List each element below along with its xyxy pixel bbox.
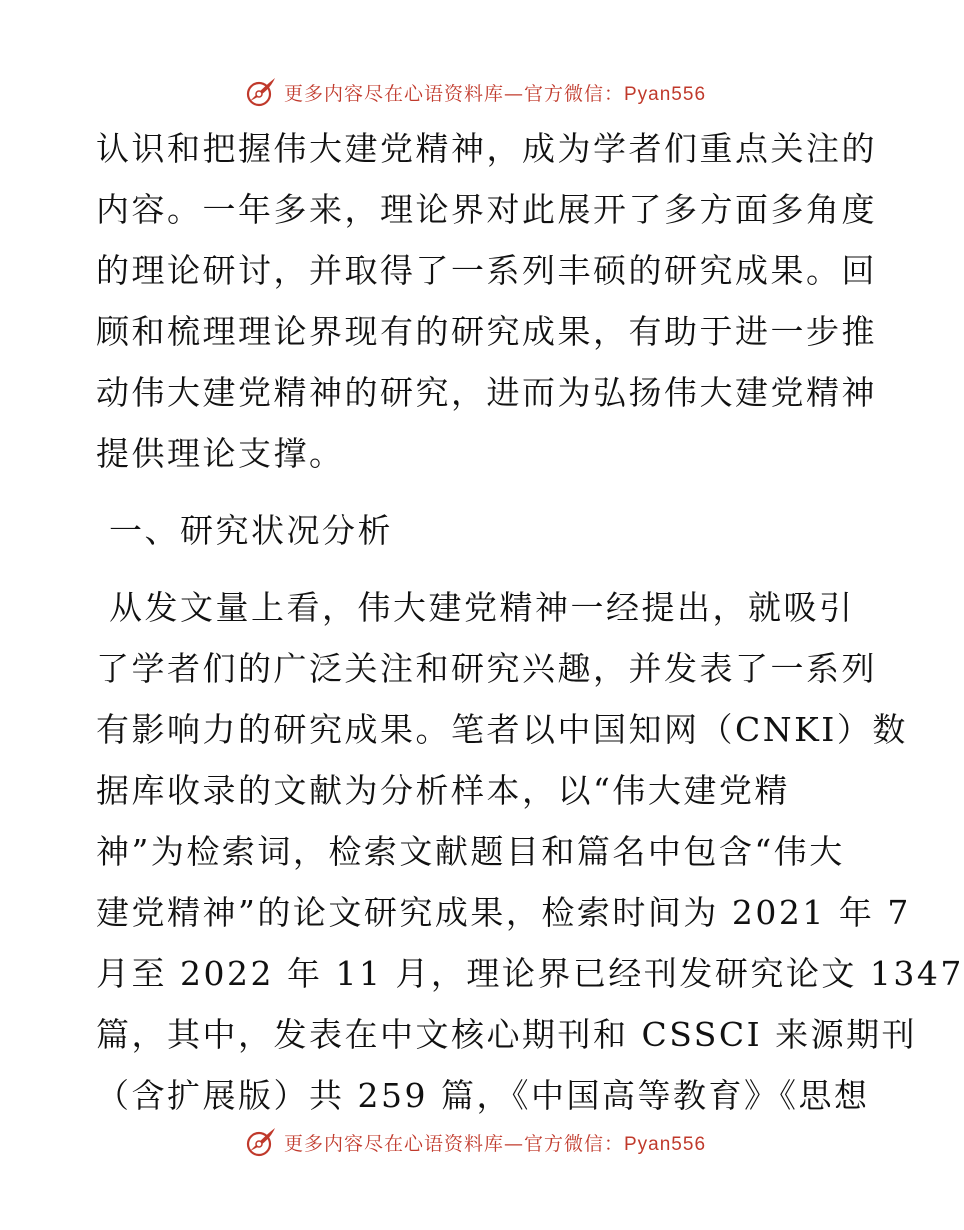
banner-text	[284, 79, 706, 106]
feather-pen-logo-icon	[244, 75, 278, 109]
banner-text	[284, 1129, 706, 1156]
banner-wechat-id: Pyan556	[624, 1133, 707, 1155]
text-line: 神”为检索词，检索文献题目和篇名中包含“伟大	[96, 832, 845, 871]
text-line: 动伟大建党精神的研究，进而为弘扬伟大建党精神	[96, 373, 877, 412]
banner-label: 更多内容尽在心语资料库—官方微信：	[283, 82, 624, 105]
text-line: 建党精神”的论文研究成果，检索时间为 2021 年 7	[96, 893, 911, 932]
text-line: 了学者们的广泛关注和研究兴趣，并发表了一系列	[96, 649, 877, 688]
section-heading: 一、研究状况分析	[96, 511, 393, 550]
text-line: 顾和梳理理论界现有的研究成果，有助于进一步推	[96, 312, 877, 351]
header-banner	[0, 72, 950, 112]
document-body	[96, 118, 964, 1126]
text-line: 据库收录的文献为分析样本，以“伟大建党精	[96, 771, 790, 810]
text-line: 篇，其中，发表在中文核心期刊和 CSSCI 来源期刊	[96, 1015, 918, 1054]
text-line: 的理论研讨，并取得了一系列丰硕的研究成果。回	[96, 251, 877, 290]
paragraph-intro	[96, 118, 877, 484]
text-line: 从发文量上看，伟大建党精神一经提出，就吸引	[96, 588, 855, 627]
footer-banner	[0, 1122, 950, 1162]
text-line: 内容。一年多来，理论界对此展开了多方面多角度	[96, 190, 877, 229]
paragraph-analysis	[96, 577, 964, 1126]
banner-label: 更多内容尽在心语资料库—官方微信：	[283, 1132, 624, 1155]
text-line: （含扩展版）共 259 篇，《中国高等教育》《思想	[96, 1076, 870, 1115]
text-line: 有影响力的研究成果。笔者以中国知网（CNKI）数	[96, 710, 908, 749]
text-line: 认识和把握伟大建党精神，成为学者们重点关注的	[96, 129, 877, 168]
feather-pen-logo-icon	[244, 1125, 278, 1159]
text-line: 月至 2022 年 11 月，理论界已经刊发研究论文 1347	[96, 954, 964, 993]
banner-wechat-id: Pyan556	[624, 83, 707, 105]
text-line: 提供理论支撑。	[96, 434, 345, 473]
